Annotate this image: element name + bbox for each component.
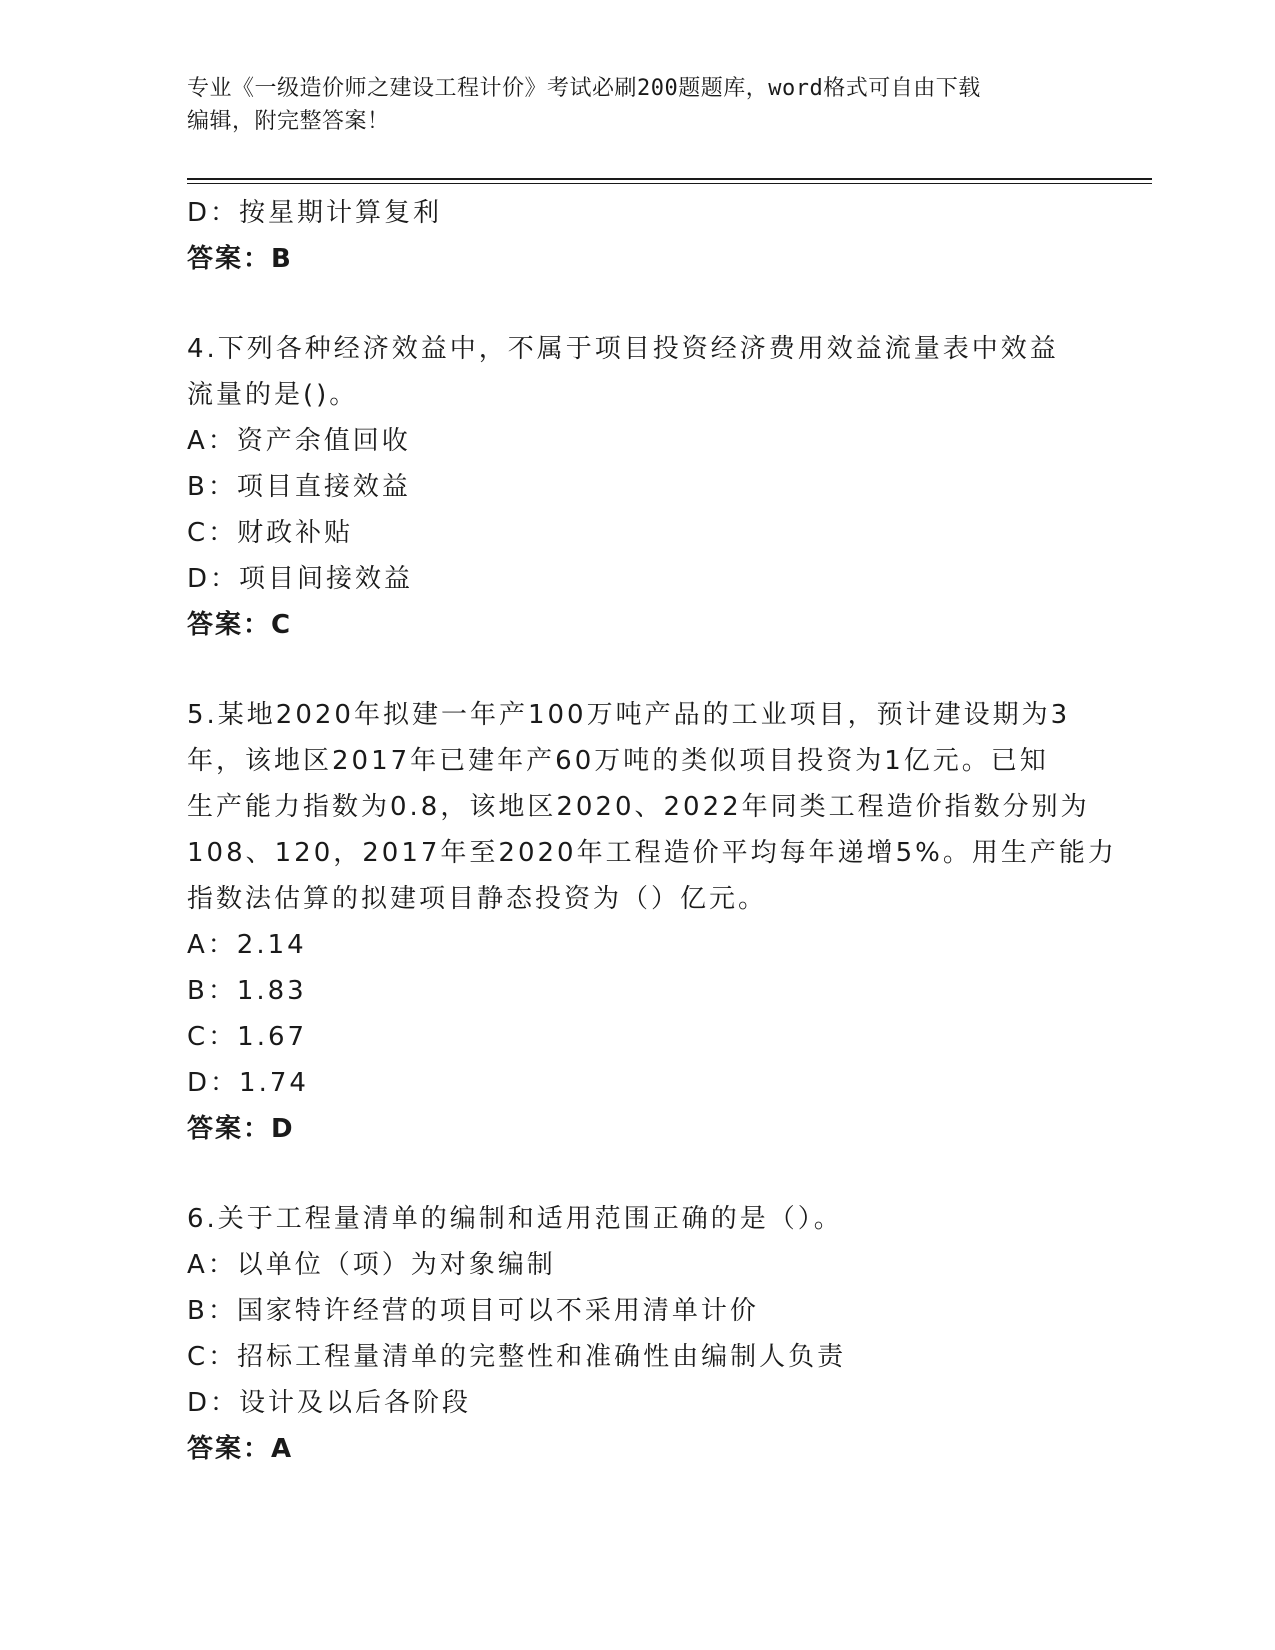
header-line-1: 专业《一级造价师之建设工程计价》考试必刷200题题库，word格式可自由下载 [187,76,981,101]
question-text-line: 流量的是()。 [187,380,359,410]
option-c: C：招标工程量清单的完整性和准确性由编制人负责 [187,1342,847,1372]
option-a: A：以单位（项）为对象编制 [187,1250,556,1280]
question-6 [187,1196,1067,1472]
question-text-line: 指数法估算的拟建项目静态投资为（）亿元。 [187,884,768,914]
answer: 答案：D [187,1114,295,1144]
question-5 [187,692,1117,1152]
question-text-line: 年，该地区2017年已建年产60万吨的类似项目投资为1亿元。已知 [187,746,1049,776]
option-d: D：设计及以后各阶段 [187,1388,472,1418]
option-b: B：国家特许经营的项目可以不采用清单计价 [187,1296,759,1326]
document-header [187,72,1087,138]
option-d: D：1.74 [187,1068,309,1098]
prev-option-d: D：按星期计算复利 [187,198,443,228]
option-b: B：项目直接效益 [187,472,411,502]
option-c: C：1.67 [187,1022,308,1052]
question-text-line: 生产能力指数为0.8，该地区2020、2022年同类工程造价指数分别为 [187,792,1090,822]
question-text-line: 5.某地2020年拟建一年产100万吨产品的工业项目，预计建设期为3 [187,700,1071,730]
question-text-line: 108、120，2017年至2020年工程造价平均每年递增5%。用生产能力 [187,838,1117,868]
answer: 答案：C [187,610,293,640]
document-body [187,190,1117,1472]
prev-answer: 答案：B [187,244,293,274]
header-divider-thin [187,183,1152,184]
option-b: B：1.83 [187,976,307,1006]
question-4 [187,326,1067,648]
question-text-line: 4.下列各种经济效益中，不属于项目投资经济费用效益流量表中效益 [187,334,1059,364]
option-c: C：财政补贴 [187,518,354,548]
question-text-line: 6.关于工程量清单的编制和适用范围正确的是（）。 [187,1204,843,1234]
option-d: D：项目间接效益 [187,564,414,594]
answer: 答案：A [187,1434,294,1464]
header-divider-thick [187,178,1152,180]
header-line-2: 编辑，附完整答案！ [187,109,390,134]
option-a: A：资产余值回收 [187,426,411,456]
option-a: A：2.14 [187,930,307,960]
